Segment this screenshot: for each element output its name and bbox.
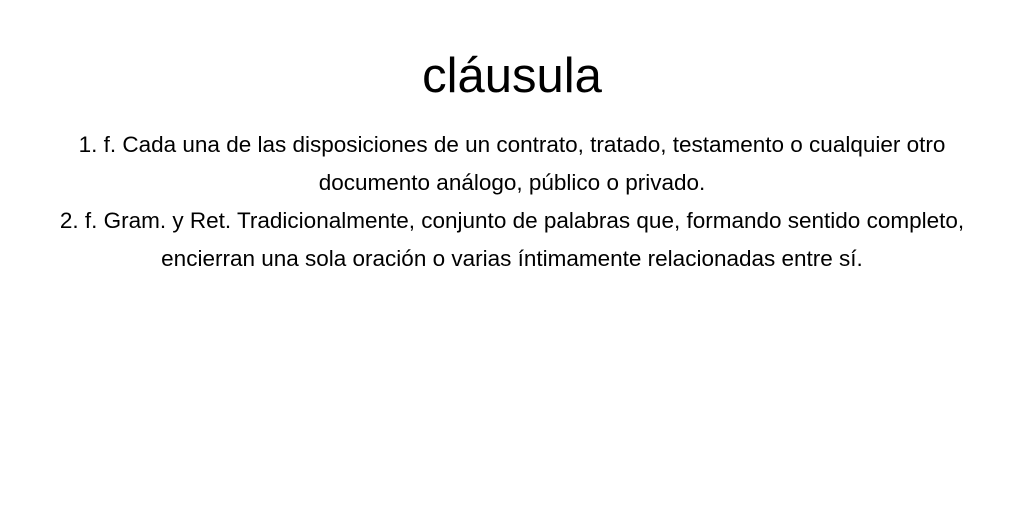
- definition-1: 1. f. Cada una de las disposiciones de un contrato, tratado, testamento o cualquier otro documento análogo, público o privado.: [78, 132, 946, 195]
- entry-headword: cláusula: [422, 49, 602, 103]
- definition-list: [40, 126, 984, 278]
- definition-2: 2. f. Gram. y Ret. Tradicionalmente, conjunto de palabras que, formando sentido completo, encierran una sola oración o varias íntimamente relacionadas entre sí.: [59, 208, 965, 271]
